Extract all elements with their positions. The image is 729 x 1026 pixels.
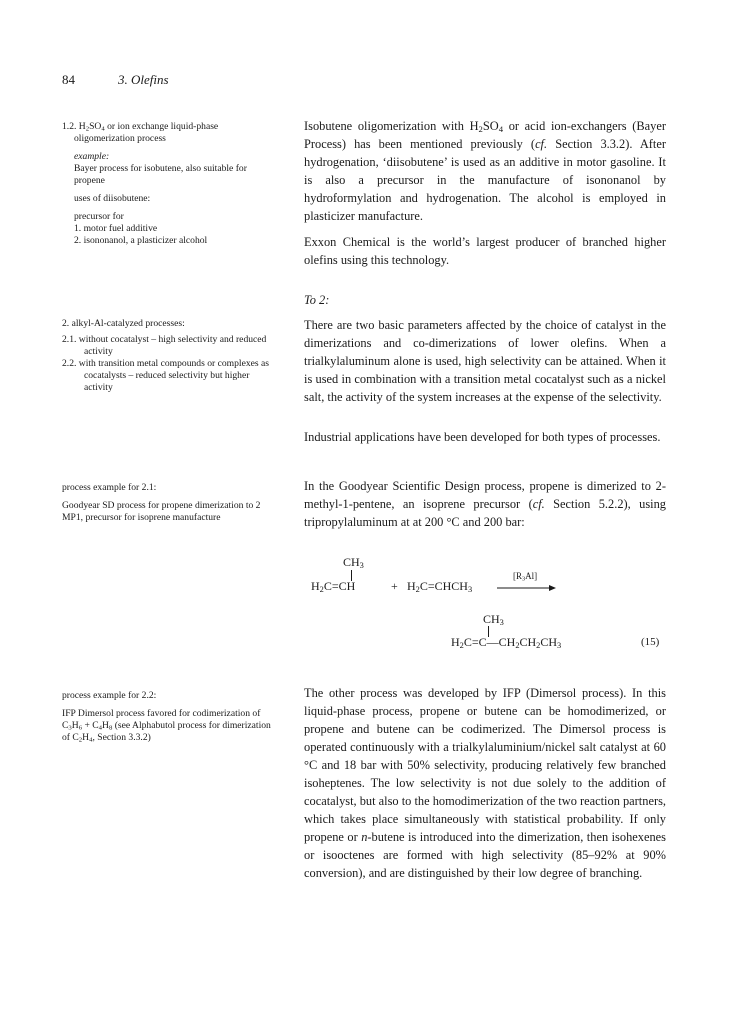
use-item: 2. isononanol, a plasticizer alcohol	[74, 235, 208, 246]
section-heading: To 2:	[304, 293, 330, 307]
margin-item-2-2: 2.2. with transition metal compounds or complexes as cocatalysts – reduced selectivity but higher activity	[62, 358, 270, 393]
paragraph-parameters: There are two basic parameters affected by the choice of catalyst in the dimerizations and co-dimerizations of lower olefins. When a trialkylaluminum alone is used, high selectivity can be attained. When it is used in combination with a transition metal cocatalyst such as a nickel salt, the activity of the system increases at the expense of the selectivity.	[304, 318, 666, 404]
paragraph-bayer: Isobutene oligomerization with $H_2SO_4$ or acid ion-exchangers (Bayer Process) has been mentioned previously (cf. Section 3.3.2). After hydrogenation, ‘diisobutene’ is used as an additive in motor gasoline. It is also a precursor in the manufacture of isononanol by hydroformylation and hydrogenation. The alcohol is employed in plasticizer manufacture.	[304, 119, 666, 223]
catalyst-label: $[R_3Al]$	[513, 571, 538, 583]
paragraph-dimersol: The other process was developed by IFP (Dimersol process). In this liquid-phase process, propene or butene can be homodimerized, or propene and butene can be codimerized. The Dimersol process is operated continuously with a trialkylaluminium/nickel salt catalyst at 60 °C and 18 bar with 50% selectivity, producing relatively few branched isoheptenes. The low selectivity is not due solely to the addition of cocatalyst, but also to the homodimerization of the two reaction partners, which takes place simultaneously with statistical probability. If only propene or n-butene is introduced into the dimerization, then isohexenes or isooctenes are formed with high selectivity (85–92% at 90% conversion), and are distinguished by their low degree of branching.	[304, 686, 666, 880]
paragraph-applications: Industrial applications have been developed for both types of processes.	[304, 430, 661, 444]
equation-number: (15)	[641, 636, 660, 648]
page-number: 84	[62, 72, 75, 87]
product: $H_2C=C—CH_2CH_2CH_3$	[451, 635, 562, 651]
reactant2: $H_2C=CHCH_3$	[407, 579, 473, 595]
precursor-label: precursor for	[74, 211, 124, 222]
margin-item-2-1: 2.1. without cocatalyst – high selectivity and reduced activity	[62, 334, 267, 357]
example-text: Bayer process for isobutene, also suitable for propene	[74, 163, 247, 186]
paragraph-goodyear: In the Goodyear Scientific Design process, propene is dimerized to 2-methyl-1-pentene, an isoprene precursor (cf. Section 5.2.2), using tripropylaluminum at at 200 °C and 200 bar:	[304, 479, 666, 529]
process-example-label: process example for 2.2:	[62, 690, 157, 701]
use-item: 1. motor fuel additive	[74, 223, 158, 234]
chapter-title: 3. Olefins	[118, 72, 169, 87]
process-example-label: process example for 2.1:	[62, 482, 157, 493]
margin-heading-2: 2. alkyl-Al-catalyzed processes:	[62, 318, 185, 329]
uses-label: uses of diisobutene:	[74, 193, 151, 204]
paragraph-exxon: Exxon Chemical is the world’s largest producer of branched higher olefins using this technology.	[304, 235, 666, 267]
reactant1: $H_2C=CH$	[311, 579, 356, 595]
process-example-text: IFP Dimersol process favored for codimerization of $C_3H_6 + C_4H_8$ (see Alphabutol process for dimerization of $C_2H_4$, Section 3.3.2)	[62, 708, 271, 744]
margin-note-1	[62, 121, 280, 247]
plus-sign: +	[391, 579, 398, 593]
reactant1-methyl: $CH_3$	[343, 555, 364, 571]
margin-note-2	[62, 318, 280, 394]
margin-note-3	[62, 482, 280, 524]
product-methyl: $CH_3$	[483, 612, 504, 628]
margin-item-1-2: 1.2. $H_2SO_4$ or ion exchange liquid-phase oligomerization process	[62, 121, 219, 144]
process-example-text: Goodyear SD process for propene dimerization to 2 MP1, precursor for isoprene manufacture	[62, 500, 261, 523]
example-label: example:	[74, 151, 110, 162]
reaction-arrow	[497, 584, 557, 592]
running-header	[62, 72, 169, 88]
margin-note-4	[62, 690, 280, 744]
